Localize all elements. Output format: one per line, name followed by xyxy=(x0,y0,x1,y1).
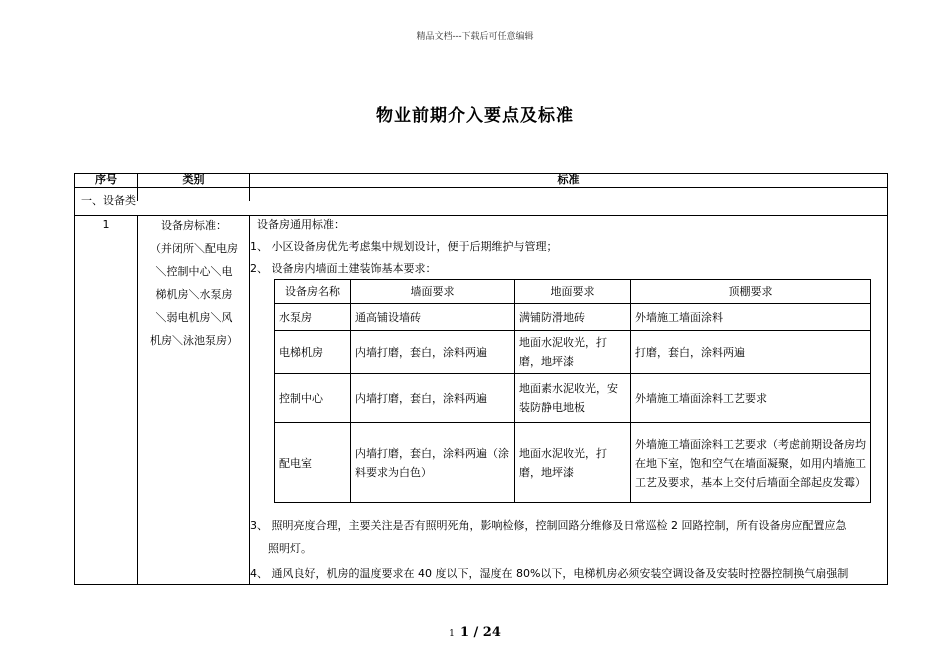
inner-cell: 满铺防滑地砖 xyxy=(519,310,585,324)
page-footer xyxy=(0,621,950,640)
standard-intro: 设备房通用标准： xyxy=(257,218,345,231)
category-line: ＼控制中心＼电 xyxy=(155,265,233,278)
standard-item-3: 3、 照明亮度合理，主要关注是否有照明死角，影响检修，控制回路分维修及日常巡检 2 回路控制，所有设备房应配置应急 xyxy=(250,519,847,532)
page-number: 1 / 24 xyxy=(459,625,501,640)
inner-header-ceiling: 顶棚要求 xyxy=(728,285,773,298)
inner-cell: 通高铺设墙砖 xyxy=(355,310,421,324)
inner-header-floor: 地面要求 xyxy=(550,285,595,298)
inner-cell: 控制中心 xyxy=(279,391,323,405)
header-standard: 标准 xyxy=(557,173,580,186)
inner-cell: 内墙打磨，套白，涂料两遍 xyxy=(355,391,487,405)
inner-cell: 内墙打磨，套白，涂料两遍（涂料要求为白色） xyxy=(355,447,509,479)
standards-table xyxy=(74,173,888,585)
standard-item-4: 4、 通风良好，机房的温度要求在 40 度以下，湿度在 80%以下，电梯机房必须安装空调设备及安装时控器控制换气扇强制 xyxy=(250,567,849,580)
inner-cell: 电梯机房 xyxy=(279,345,323,359)
inner-cell: 内墙打磨，套白，涂料两遍 xyxy=(355,345,487,359)
category-line: 机房＼泳池泵房） xyxy=(150,334,238,347)
category-line: ＼弱电机房＼风 xyxy=(155,311,233,324)
inner-header-wall: 墙面要求 xyxy=(410,285,455,298)
inner-cell: 地面素水泥收光，安装防静电地板 xyxy=(519,382,618,414)
standard-item-2: 2、 设备房内墙面土建装饰基本要求： xyxy=(250,262,437,275)
document-title: 物业前期介入要点及标准 xyxy=(376,106,574,126)
category-line: 梯机房＼水泵房 xyxy=(155,288,233,301)
inner-cell: 地面水泥收光，打磨，地坪漆 xyxy=(519,336,607,368)
inner-cell: 配电室 xyxy=(279,456,312,470)
category-line: （并闭所＼配电房 xyxy=(150,242,238,255)
inner-cell: 外墙施工墙面涂料工艺要求 xyxy=(635,391,767,405)
header-note: 精品文档---下载后可任意编辑 xyxy=(416,32,534,42)
section-title: 一、设备类 xyxy=(81,194,136,207)
standard-item-3-cont: 照明灯。 xyxy=(268,542,312,555)
inner-cell: 打磨，套白，涂料两遍 xyxy=(635,345,745,359)
inner-cell: 外墙施工墙面涂料 xyxy=(635,310,723,324)
row-seq: 1 xyxy=(102,218,110,231)
inner-header-name: 设备房名称 xyxy=(285,285,340,298)
page-number-small: 1 xyxy=(449,629,455,639)
inner-cell: 水泵房 xyxy=(279,310,312,324)
header-seq: 序号 xyxy=(95,173,117,186)
category-line: 设备房标准： xyxy=(161,219,227,232)
equipment-room-table xyxy=(274,279,871,503)
standard-item-1: 1、 小区设备房优先考虑集中规划设计，便于后期维护与管理； xyxy=(250,240,558,253)
category-cell xyxy=(139,214,249,352)
header-category: 类别 xyxy=(182,173,205,186)
inner-cell: 外墙施工墙面涂料工艺要求（考虑前期设备房均在地下室，饱和空气在墙面凝聚，如用内墙施工工艺及要求，基本上交付后墙面全部起皮发霉） xyxy=(635,437,866,489)
inner-cell: 地面水泥收光，打磨，地坪漆 xyxy=(519,447,607,479)
